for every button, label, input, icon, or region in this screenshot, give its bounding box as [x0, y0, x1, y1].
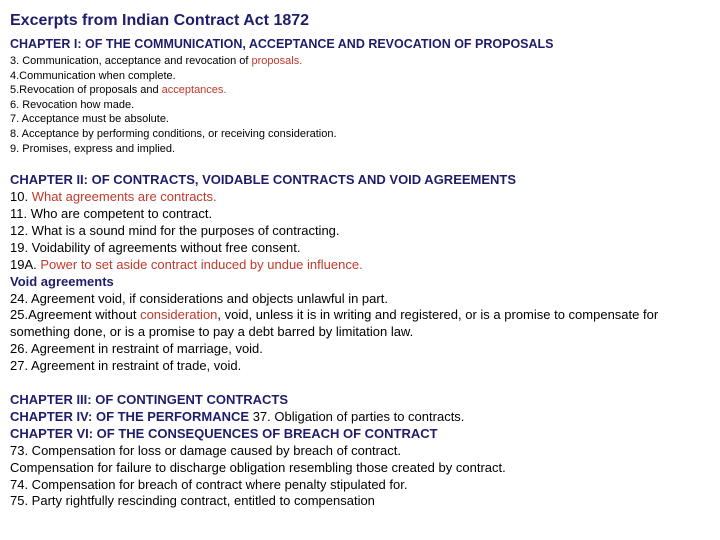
item-text: 25.Agreement without	[10, 307, 141, 323]
list-item: 73. Compensation for loss or damage caused by breach of contract.	[10, 442, 401, 458]
list-item: 19. Voidability of agreements without free consent.	[10, 239, 301, 255]
list-item: Compensation for failure to discharge obligation resembling those created by contract.	[10, 459, 506, 475]
chapter-6-heading: CHAPTER VI: OF THE CONSEQUENCES OF BREACH OF CONTRACT	[10, 425, 438, 441]
chapter-1-list	[10, 54, 712, 156]
highlight-term: Power to set aside contract induced by undue influence.	[40, 256, 363, 272]
chapter-2-heading: CHAPTER II: OF CONTRACTS, VOIDABLE CONTRACTS AND VOID AGREEMENTS	[10, 172, 517, 188]
list-item: 27. Agreement in restraint of trade, void.	[10, 358, 242, 374]
chapter-3-heading: CHAPTER III: OF CONTINGENT CONTRACTS	[10, 392, 289, 408]
highlight-term: proposals.	[251, 55, 303, 67]
list-item: 8. Acceptance by performing conditions, or receiving consideration.	[10, 127, 337, 140]
chapter-4-heading: CHAPTER IV: OF THE PERFORMANCE	[10, 408, 250, 424]
list-item: 74. Compensation for breach of contract where penalty stipulated for.	[10, 476, 408, 492]
void-agreements-heading: Void agreements	[10, 273, 114, 289]
highlight-term: acceptances.	[161, 84, 227, 97]
chapter-4-line	[10, 409, 712, 426]
item-text: 5.Revocation of proposals and	[10, 84, 162, 97]
page-title: Excerpts from Indian Contract Act 1872	[10, 12, 310, 29]
list-item	[10, 307, 712, 341]
list-item	[10, 189, 712, 206]
list-item: 4.Communication when complete.	[10, 69, 176, 82]
list-item: 9. Promises, express and implied.	[10, 142, 176, 155]
chapter-1-heading: CHAPTER I: OF THE COMMUNICATION, ACCEPTANCE AND REVOCATION OF PROPOSALS	[10, 37, 554, 51]
item-text: , void, unless it is in writing and registered, or is a promise to compensate for something done, or is a promise to pay a debt barred by limitation law.	[10, 307, 659, 340]
list-item: 7. Acceptance must be absolute.	[10, 113, 169, 126]
document-page	[10, 10, 712, 510]
list-item	[10, 83, 712, 98]
list-item: 11. Who are competent to contract.	[10, 205, 213, 221]
chapter-2-section	[10, 172, 712, 375]
list-item	[10, 54, 712, 69]
list-item: 12. What is a sound mind for the purposes of contracting.	[10, 222, 340, 238]
list-item: 6. Revocation how made.	[10, 98, 135, 111]
item-text: 10.	[10, 189, 32, 205]
item-text: 37. Obligation of parties to contracts.	[249, 408, 465, 424]
list-item: 24. Agreement void, if considerations and objects unlawful in part.	[10, 290, 388, 306]
highlight-term: consideration	[140, 307, 218, 323]
list-item: 75. Party rightfully rescinding contract, entitled to compensation	[10, 493, 375, 509]
item-text: 3. Communication, acceptance and revocation of	[10, 55, 252, 67]
list-item: 26. Agreement in restraint of marriage, void.	[10, 341, 263, 357]
chapter-3-section	[10, 392, 712, 510]
item-text: 19A.	[10, 256, 41, 272]
highlight-term: What agreements are contracts.	[31, 189, 217, 205]
list-item	[10, 257, 712, 274]
